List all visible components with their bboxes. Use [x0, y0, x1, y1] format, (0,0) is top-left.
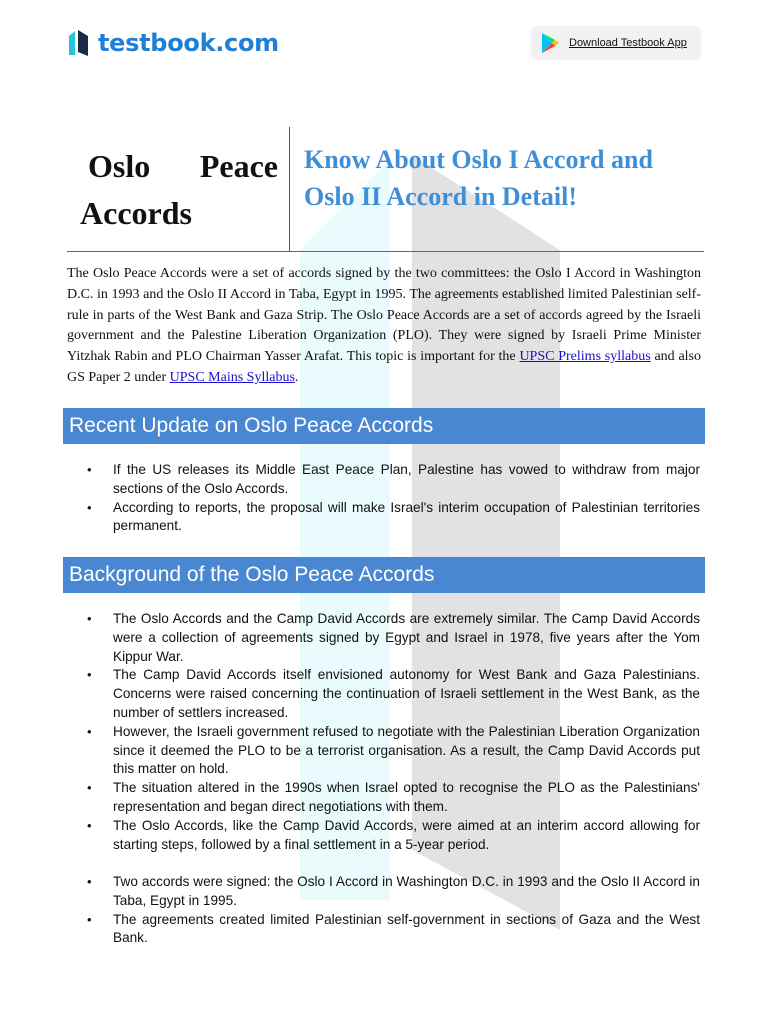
list-item: • The agreements created limited Palestinian self-government in sections of Gaza and the West Bank.	[66, 911, 700, 949]
title-word-oslo: Oslo	[88, 148, 151, 184]
download-app-label: Download Testbook App	[569, 37, 687, 49]
intro-text-end: .	[294, 369, 299, 385]
list-item: • Two accords were signed: the Oslo I Accord in Washington D.C. in 1993 and the Oslo II Accord in Taba, Egypt in 1995.	[66, 873, 700, 911]
list-item: • However, the Israeli government refused to negotiate with the Palestinian Liberation Organization since it deemed the PLO to be a terrorist organisation. As a result, the Camp David Accords put this matter on hold.	[66, 723, 700, 779]
subtitle-line-2: Oslo II Accord in Detail!	[304, 182, 577, 211]
list-item: • If the US releases its Middle East Peace Plan, Palestine has vowed to withdraw from major sections of the Oslo Accords.	[66, 461, 700, 499]
upsc-mains-link[interactable]: UPSC Mains Syllabus	[169, 369, 295, 385]
list-item: • The Camp David Accords itself envisioned autonomy for West Bank and Gaza Palestinians. Concerns were raised concerning the continuation of Israeli settlement in the West Bank, as the number of settlers increased.	[66, 666, 700, 722]
title-word-peace: Peace	[199, 148, 278, 184]
page-title	[80, 143, 278, 237]
background-list	[66, 610, 700, 854]
recent-update-list	[66, 461, 700, 536]
testbook-logo[interactable]	[66, 28, 279, 58]
upsc-prelims-link[interactable]: UPSC Prelims syllabus	[519, 349, 651, 365]
background-list-continued	[66, 873, 700, 948]
list-item: • According to reports, the proposal will make Israel's interim occupation of Palestinian territories permanent.	[66, 499, 700, 537]
intro-text: The Oslo Peace Accords were a set of accords signed by the two committees: the Oslo I Accord in Washington D.C. in 1993 and the Oslo II Accord in Taba, Egypt in 1995. The agreements established limited Palestinian self-rule in parts of the West Bank and Gaza Strip. The Oslo Peace Accords are a set of accords agreed by the Israeli government and the Palestine Liberation Organization (PLO). They were signed by Israeli Prime Minister Yitzhak Rabin and PLO Chairman Yasser Arafat. This topic is important for the	[67, 266, 701, 365]
list-item: • The situation altered in the 1990s when Israel opted to recognise the PLO as the Palestinians' representation and began direct negotiations with them.	[66, 779, 700, 817]
section-heading-background: Background of the Oslo Peace Accords	[63, 557, 705, 593]
logo-text: testbook.com	[98, 29, 279, 57]
list-item: • The Oslo Accords and the Camp David Accords are extremely similar. The Camp David Accords were a collection of agreements signed by Egypt and Israel in 1978, five years after the Yom Kippur War.	[66, 610, 700, 666]
list-item: • The Oslo Accords, like the Camp David Accords, were aimed at an interim accord allowing for starting steps, followed by a final settlement in a 5-year period.	[66, 817, 700, 855]
intro-paragraph	[67, 264, 701, 389]
title-word-accords: Accords	[80, 195, 192, 231]
title-underline	[67, 251, 704, 252]
google-play-icon	[540, 32, 560, 54]
page-subtitle	[304, 141, 704, 215]
title-divider	[289, 127, 290, 251]
subtitle-line-1: Know About Oslo I Accord and	[304, 145, 653, 174]
section-heading-recent-update: Recent Update on Oslo Peace Accords	[63, 408, 705, 444]
testbook-logo-icon	[66, 28, 92, 58]
intro-text-middle: and also GS Paper 2 under	[67, 349, 702, 385]
download-app-button[interactable]	[531, 26, 701, 60]
